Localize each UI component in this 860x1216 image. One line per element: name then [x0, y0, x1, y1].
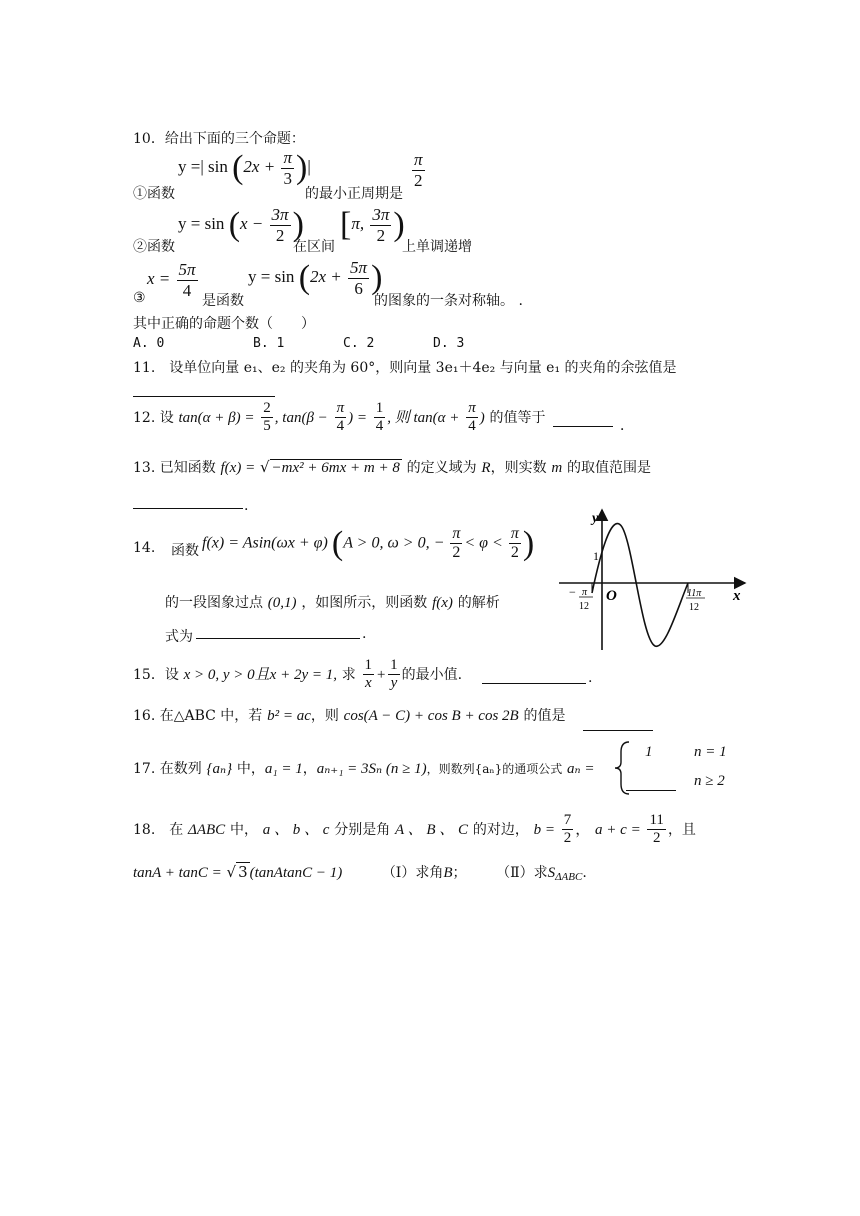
q10-s1-formula: y =| sin (2x + $\frac{\pi}{3}$ )|: [178, 148, 311, 188]
q18-line2: tanA + tanC = √ 3 (tanAtanC − 1) （Ⅰ）求角B； （Ⅱ）求$S_{\Delta ABC}$.: [133, 863, 587, 883]
q10-s3-prefix: ③: [133, 290, 146, 306]
q10-s2-formula: y = sin (x − $\frac{3\pi}{2}$ ): [178, 205, 304, 245]
q17-case1-value: 1: [645, 744, 653, 760]
q15-line: 15．设 x > 0, y > 0且x + 2y = 1, 求 $\frac{1}{x}$ + $\frac{1}{y}$ 的最小值.: [133, 657, 463, 692]
q16-answer-blank[interactable]: [583, 718, 653, 731]
q10-s1-mid: 的最小正周期是: [305, 186, 403, 202]
q13-line: 13. 已知函数 f(x) = √ −mx² + 6mx + m + 8 的定义域为 R，则实数 m 的取值范围是: [133, 458, 651, 476]
graph-neg-den: 12: [579, 601, 589, 612]
q14-label: 函数: [171, 543, 199, 559]
q10-s1-prefix: ①函数: [133, 186, 175, 202]
q10-s1-answer: $\frac{\pi}{2}$: [414, 150, 423, 190]
q10-s3-suffix: 的图象的一条对称轴。 .: [374, 293, 523, 309]
q10-s3-mid: 是函数: [202, 293, 244, 309]
q10-s2-interval: [π, $\frac{3\pi}{2}$ ): [340, 205, 405, 245]
graph-neg-num: π: [582, 587, 588, 598]
q10-option-b: B. 1: [253, 336, 285, 351]
q12-line: 12. 设 tan(α + β) = $\frac{2}{5}$ , tan(β − $\frac{\pi}{4}$ ) = $\frac{1}{4}$ , 则 tan(α + $\frac{\pi}{4}$ ) 的值等于: [133, 400, 546, 435]
q11-answer-blank[interactable]: [133, 382, 275, 397]
graph-y-label: y: [592, 511, 599, 526]
q10-s3-formula: y = sin (2x + $\frac{5\pi}{6}$ ): [248, 258, 383, 298]
q14-graph: [555, 500, 755, 655]
q14-line2: 的一段图象过点 (0,1) ，如图所示，则函数 f(x) 的解析: [165, 595, 500, 611]
q14-num: 14.: [133, 540, 156, 556]
q10-title: 10．给出下面的三个命题：: [133, 131, 305, 147]
q14-answer-blank[interactable]: [196, 624, 360, 639]
q11-text: 11. 设单位向量 e₁、e₂ 的夹角为 60°，则向量 3e₁＋4e₂ 与向量 e₁ 的夹角的余弦值是: [133, 360, 677, 376]
sine-curve: [592, 524, 688, 647]
q10-option-d: D. 3: [433, 336, 465, 351]
q17-answer-blank[interactable]: [626, 778, 676, 791]
q10-option-a: A. 0: [133, 336, 165, 351]
graph-origin-label: O: [606, 588, 617, 604]
q10-s2-prefix: ②函数: [133, 239, 175, 255]
q17-case1-cond: n = 1: [694, 744, 727, 760]
q14-line3: 式为: [165, 629, 193, 645]
q10-s2-mid: 在区间: [293, 239, 335, 255]
q17-case2-cond: n ≥ 2: [694, 773, 725, 789]
q16-line: 16. 在△ABC 中，若 b² = ac，则 cos(A − C) + cos B + cos 2B 的值是: [133, 708, 566, 724]
q15-answer-blank[interactable]: [482, 671, 586, 684]
graph-pos-num: 11π: [687, 588, 702, 599]
graph-x-label: x: [733, 588, 741, 604]
graph-pos-den: 12: [689, 602, 699, 613]
q13-answer-blank[interactable]: [133, 496, 243, 509]
q10-s3-x: x = $\frac{5\pi}{4}$: [147, 260, 196, 300]
graph-one-label: 1: [593, 549, 599, 563]
q12-end: ．: [620, 418, 634, 434]
graph-neg-sign: −: [569, 585, 576, 599]
q10-option-c: C. 2: [343, 336, 375, 351]
q14-formula: f(x) = Asin(ωx + φ) (A > 0, ω > 0, − $\frac{\pi}{2}$ < φ < $\frac{\pi}{2}$ ): [202, 524, 535, 562]
q10-question: 其中正确的命题个数（ ）: [133, 316, 315, 332]
q18-line1: 18. 在 ΔABC 中， a 、 b 、 c 分别是角 A 、 B 、 C 的对边， b = $\frac{7}{2}$ ， a + c = $\frac{11}{2}$ ，且: [133, 812, 696, 847]
q12-answer-blank[interactable]: [553, 414, 613, 427]
q10-s2-suffix: 上单调递增: [402, 239, 472, 255]
q17-line: 17. 在数列 {aₙ} 中，a₁ = 1，aₙ₊₁ = 3Sₙ (n ≥ 1)，则数列{aₙ}的通项公式 aₙ =: [133, 761, 595, 777]
